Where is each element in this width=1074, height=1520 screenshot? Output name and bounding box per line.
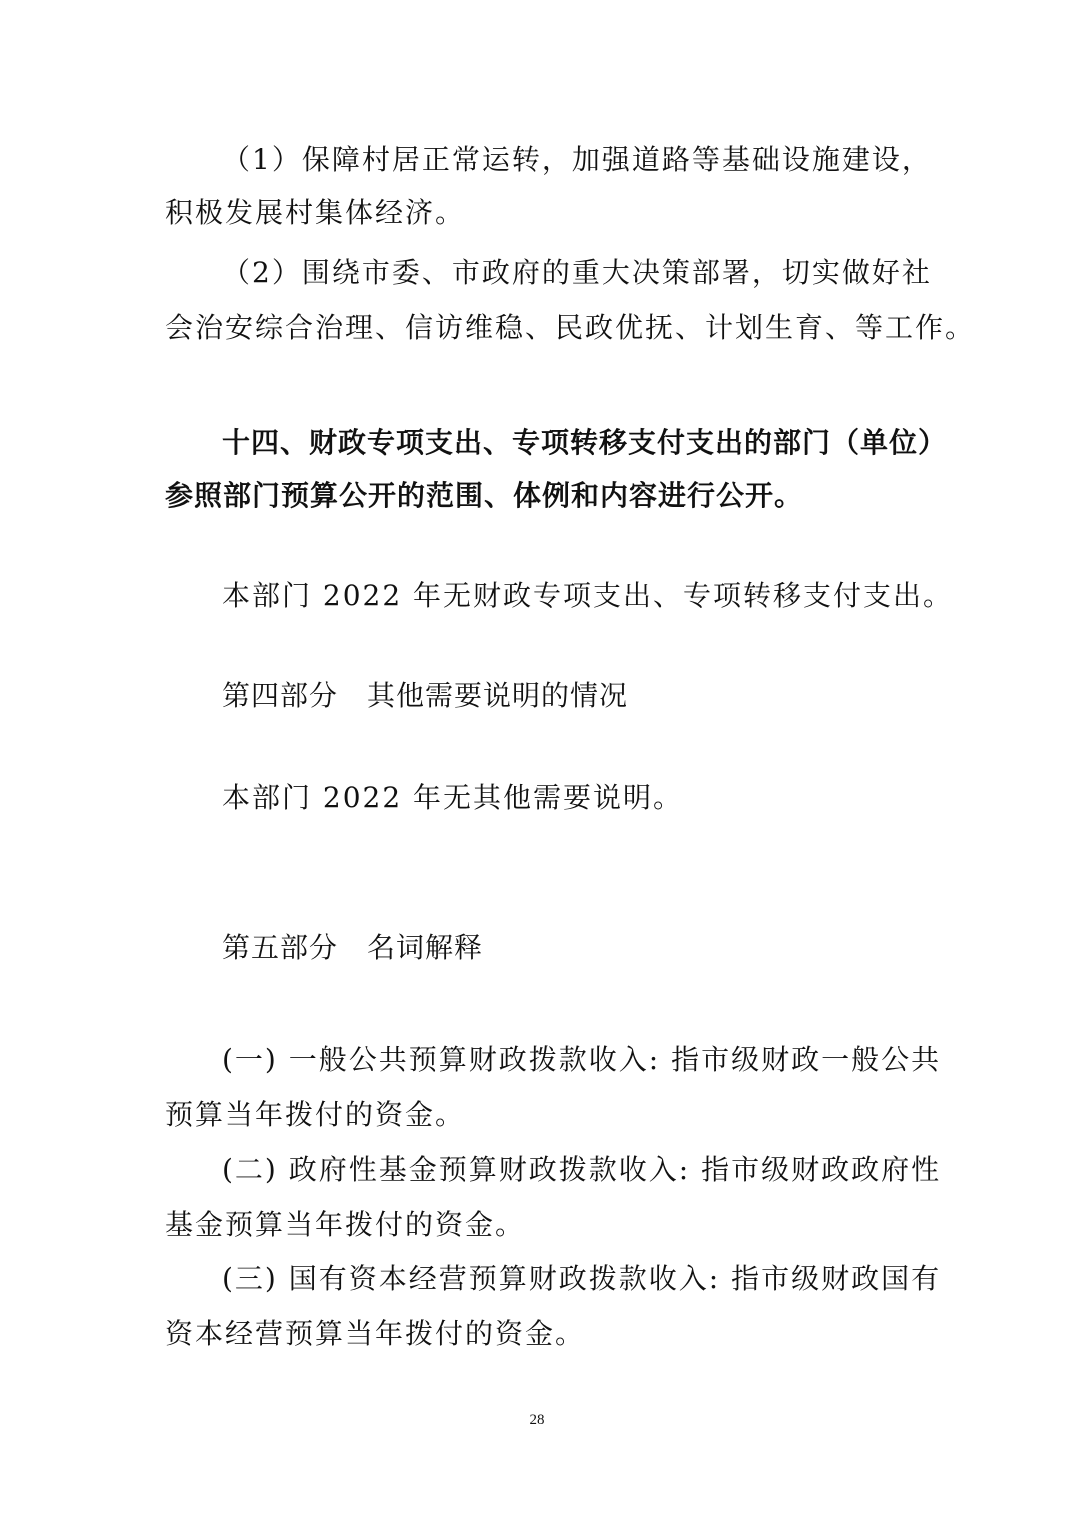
- section-14-heading-line-2: 参照部门预算公开的范围、体例和内容进行公开。: [165, 479, 804, 512]
- item-1-line-2: 积极发展村集体经济。: [165, 196, 466, 229]
- term-3-line-1: (三) 国有资本经营预算财政拨款收入: 指市级财政国有: [222, 1262, 942, 1295]
- term-2-line-1: (二) 政府性基金预算财政拨款收入: 指市级财政政府性: [222, 1153, 942, 1186]
- term-1-line-1: (一) 一般公共预算财政拨款收入: 指市级财政一般公共: [222, 1043, 942, 1076]
- section-14-heading-line-1: 十四、财政专项支出、专项转移支付支出的部门（单位）: [222, 426, 948, 459]
- part-4-body: 本部门 2022 年无其他需要说明。: [222, 781, 684, 814]
- section-14-body: 本部门 2022 年无财政专项支出、专项转移支付支出。: [222, 579, 954, 612]
- part-5-heading: 第五部分 名词解释: [222, 931, 484, 964]
- page-number: 28: [529, 1412, 545, 1428]
- term-2-line-2: 基金预算当年拨付的资金。: [165, 1208, 526, 1241]
- term-3-line-2: 资本经营预算当年拨付的资金。: [165, 1317, 586, 1350]
- item-2-line-1: （2）围绕市委、市政府的重大决策部署，切实做好社: [222, 256, 932, 289]
- item-1-line-1: （1）保障村居正常运转，加强道路等基础设施建设，: [222, 143, 932, 176]
- part-4-heading: 第四部分 其他需要说明的情况: [222, 679, 629, 712]
- item-2-line-2: 会治安综合治理、信访维稳、民政优抚、计划生育、等工作。: [165, 311, 976, 344]
- term-1-line-2: 预算当年拨付的资金。: [165, 1098, 466, 1131]
